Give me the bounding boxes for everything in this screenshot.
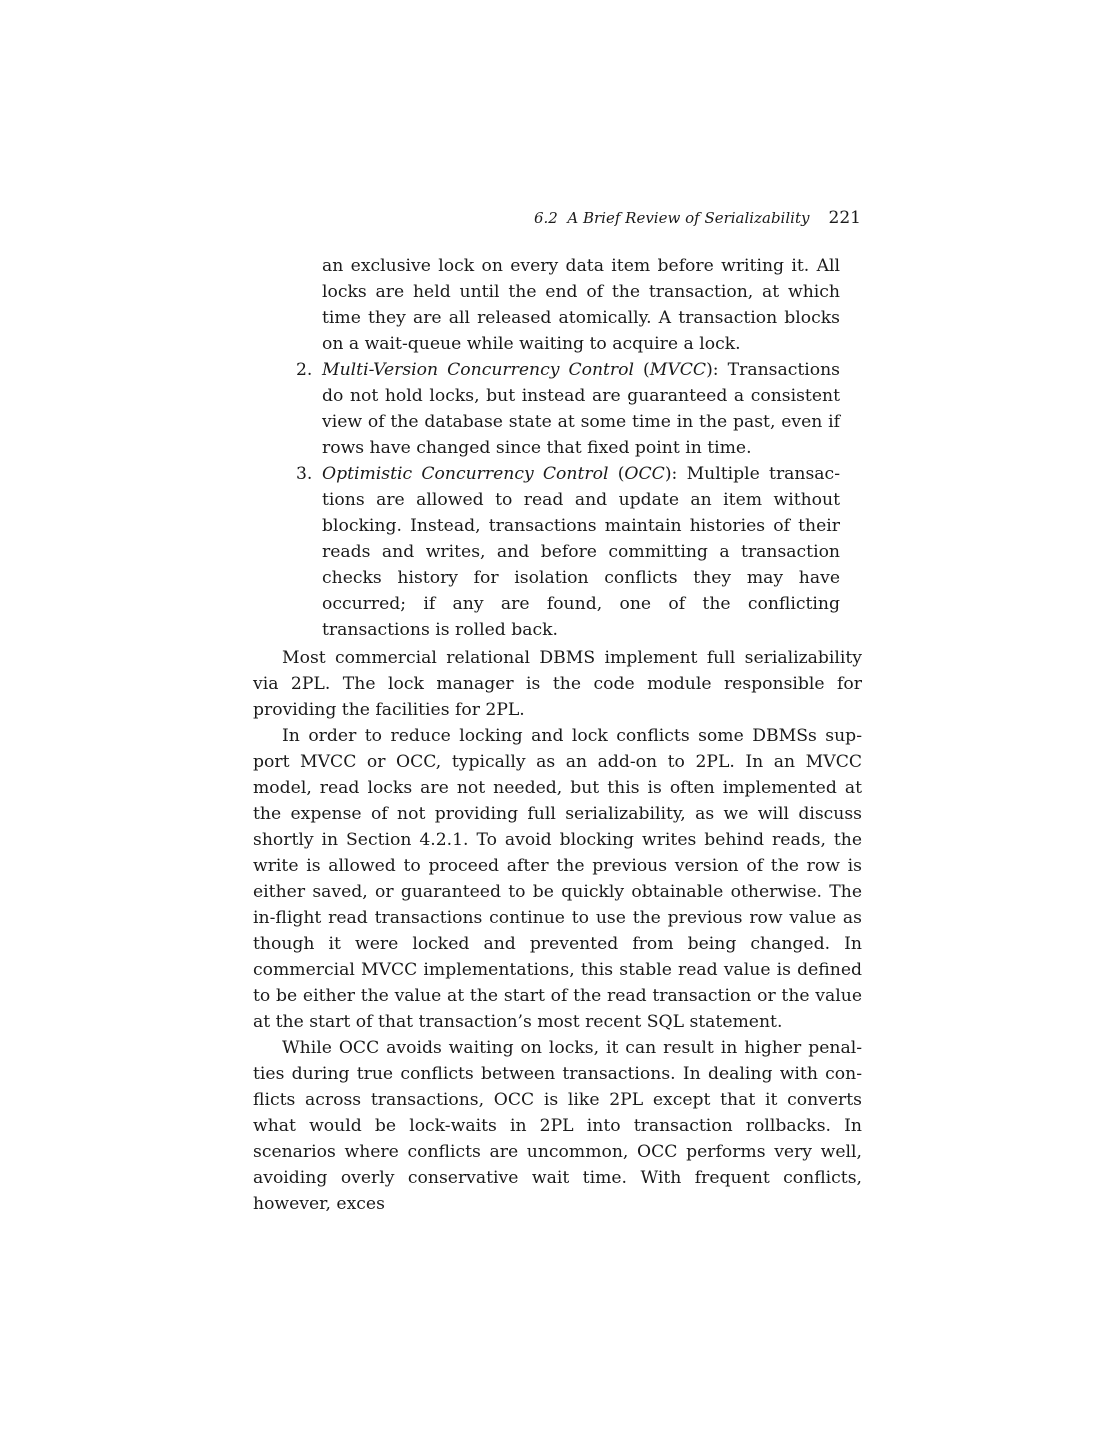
running-header	[253, 208, 861, 228]
paragraph: While OCC avoids waiting on locks, it can result in higher penalties during true conflicts between transactions. In dealing with conflicts across transactions, OCC is like 2PL except that it converts what would be lock-waits in 2PL into transaction rollbacks. In scenarios where conflicts are uncommon, OCC performs very well, avoiding overly conservative wait time. With frequent conflicts, however, exces	[253, 1038, 862, 1214]
list-item-term: Multi-Version Concurrency Control	[322, 360, 634, 380]
list-item-abbr: OCC	[624, 464, 665, 484]
list-item-number: 3.	[296, 464, 313, 484]
paragraph: In order to reduce locking and lock conflicts some DBMSs support MVCC or OCC, typically as an add-on to 2PL. In an MVCC model, read locks are not needed, but this is often implemented at the expense of not providing full serializability, as we will discuss shortly in Section 4.2.1. To avoid blocking writes behind reads, the write is allowed to proceed after the previous version of the row is either saved, or guaranteed to be quickly obtainable otherwise. The in-flight read transactions continue to use the previous row value as though it were locked and prevented from being changed. In commercial MVCC implementations, this stable read value is defined to be either the value at the start of the read transaction or the value at the start of that transaction’s most recent SQL statement.	[253, 726, 862, 1032]
paren-open: (	[608, 464, 625, 484]
section-title: 6.2 A Brief Review of Serializability	[533, 209, 810, 227]
paren-close: ):	[706, 360, 728, 380]
paragraph: Most commercial relational DBMS implement full serializability via 2PL. The lock manager is the code module responsible for providing the facilities for 2PL.	[253, 648, 862, 720]
list-item-text: Multiple transactions are allowed to read and update an item without blocking. Instead, transactions maintain histories of their reads and writes, and before committing a transaction checks history for isolation conflicts they may have occurred; if any are found, one of the conflicting transactions is rolled back.	[322, 464, 840, 640]
list-item-term: Optimistic Concurrency Control	[322, 464, 609, 484]
body-text	[253, 645, 862, 1217]
concurrency-control-list	[296, 253, 840, 643]
paren-close: ):	[664, 464, 687, 484]
list-item-abbr: MVCC	[649, 360, 707, 380]
list-item-number: 2.	[296, 360, 313, 380]
list-item-mvcc	[296, 357, 840, 461]
list-item-continuation: an exclusive lock on every data item before writing it. All locks are held until the end of the transaction, at which time they are all released atomically. A transaction blocks on a wait-queue while waiting to acquire a lock.	[322, 256, 840, 354]
page-number: 221	[828, 208, 861, 228]
list-item-text: Transactions do not hold locks, but instead are guaranteed a consistent view of the database state at some time in the past, even if rows have changed since that fixed point in time.	[322, 360, 840, 458]
list-item-occ	[296, 461, 840, 643]
paren-open: (	[634, 360, 650, 380]
